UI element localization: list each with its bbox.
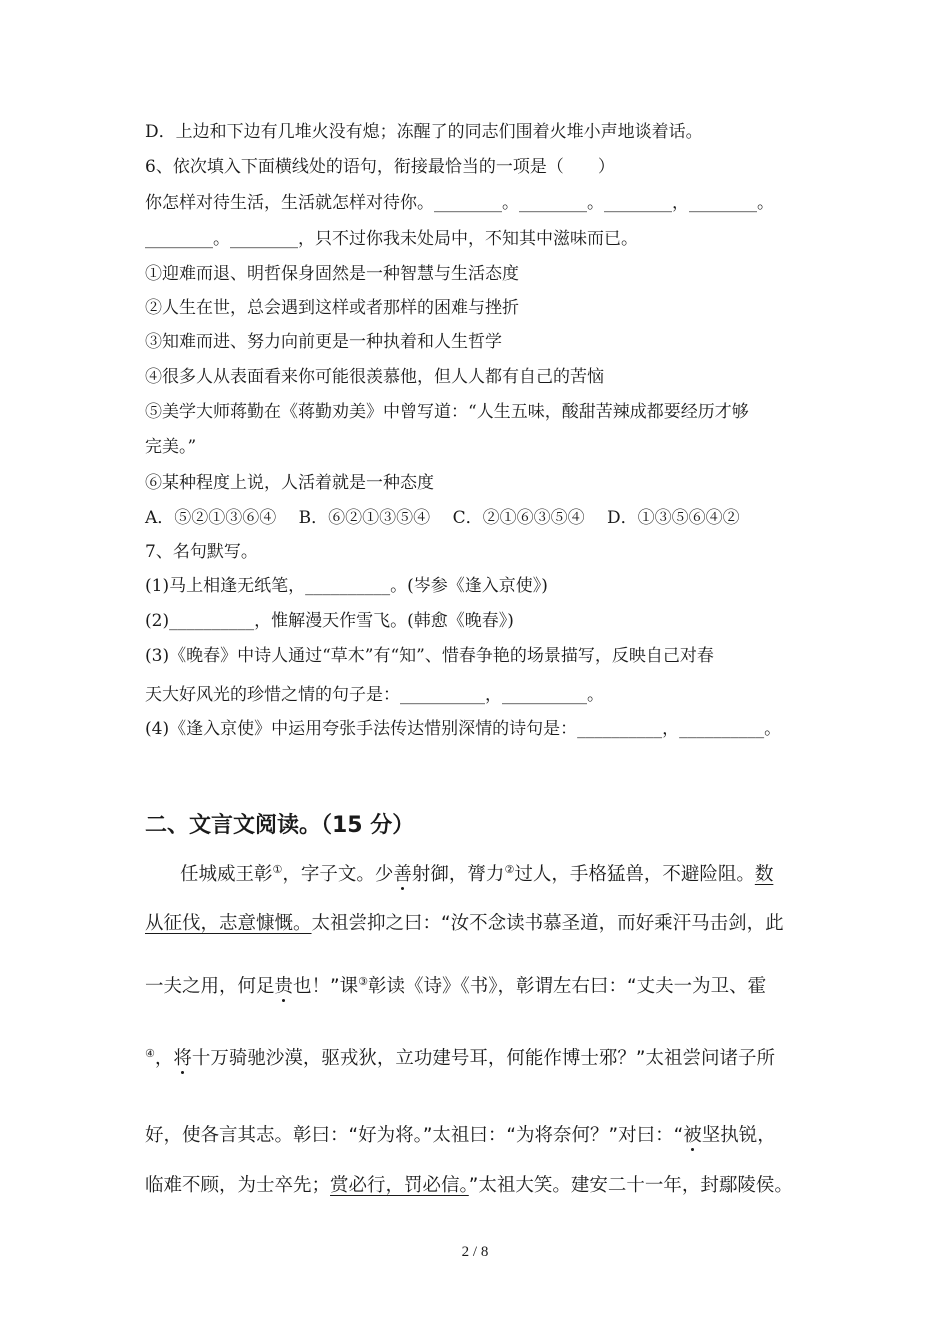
q6-passage-line2: ________。________，只不过你我未处局中，不知其中滋味而已。 <box>145 229 638 249</box>
text-run: 坚执锐， <box>701 1125 776 1146</box>
text-run: 也！”课 <box>293 976 359 997</box>
emphasis-dot-char: 将 <box>173 1048 192 1069</box>
q7-item-1: (1)马上相逢无纸笔，__________。(岑参《逢入京使》) <box>145 576 548 596</box>
q6-item-5: ⑤美学大师蒋勤在《蒋勤劝美》中曾写道：“人生五味，酸甜苦辣成都要经历才够 <box>145 402 749 422</box>
emphasis-dot-char: 被 <box>683 1125 702 1146</box>
underlined-text: 赏必行，罚必信。 <box>330 1175 469 1196</box>
classical-line-1 <box>180 862 773 888</box>
text-run: ， <box>154 1048 174 1069</box>
text-run: 太祖尝抑之曰：“汝不念读书慕圣道，而好乘汗马击剑，此 <box>311 913 784 934</box>
q7-item-3-cont: 天大好风光的珍惜之情的句子是：__________，__________。 <box>145 685 604 705</box>
q6-stem: 6、依次填入下面横线处的语句，衔接最恰当的一项是（ ） <box>145 157 615 177</box>
q7-stem: 7、名句默写。 <box>145 542 258 562</box>
q6-item-1: ①迎难而退、明哲保身固然是一种智慧与生活态度 <box>145 264 519 284</box>
underlined-text: 从征伐，志意慷慨。 <box>145 913 312 934</box>
q6-passage-line1: 你怎样对待生活，生活就怎样对待你。________。________。________，________。 <box>145 193 774 213</box>
q7-item-3: (3)《晚春》中诗人通过“草木”有“知”、惜春争艳的场景描写，反映自己对春 <box>145 646 714 666</box>
text-run: ，字子文。少 <box>282 864 394 885</box>
text-run: 射御，膂力 <box>411 864 505 885</box>
text-run: 一夫之用，何足 <box>145 976 275 997</box>
q7-item-4: (4)《逢入京使》中运用夸张手法传达惜别深情的诗句是：__________，__________。 <box>145 719 782 739</box>
classical-line-4 <box>145 1046 775 1072</box>
text-run: 临难不顾，为士卒先； <box>145 1175 331 1196</box>
classical-line-5 <box>145 1123 776 1149</box>
text-run: ”太祖大笑。建安二十一年，封鄢陵侯。 <box>468 1175 793 1196</box>
underlined-text: 数 <box>754 864 774 885</box>
q6-item-4: ④很多人从表面看来你可能很羡慕他，但人人都有自己的苦恼 <box>145 367 604 387</box>
classical-line-2 <box>145 911 784 937</box>
emphasis-dot-char: 善 <box>393 864 412 885</box>
text-run: 十万骑驰沙漠，驱戎狄，立功建号耳，何能作博士邪？”太祖尝问诸子所 <box>191 1048 775 1069</box>
footnote-marker-4: ④ <box>145 1046 155 1060</box>
q6-item-3: ③知难而进、努力向前更是一种执着和人生哲学 <box>145 332 502 352</box>
section-heading: 二、文言文阅读。（15 分） <box>145 813 415 838</box>
footnote-marker-1: ① <box>272 862 283 876</box>
emphasis-dot-char: 贵 <box>274 976 294 997</box>
footnote-marker-3: ③ <box>358 974 368 988</box>
q6-item-5-cont: 完美。” <box>145 437 197 457</box>
text-run: 好，使各言其志。彰曰：“好为将。”太祖曰：“为将奈何？”对曰：“ <box>145 1125 684 1146</box>
text-run: 彰读《诗》《书》，彰谓左右曰：“丈夫一为卫、霍 <box>368 976 767 997</box>
q5-option-d: D．上边和下边有几堆火没有熄；冻醒了的同志们围着火堆小声地谈着话。 <box>145 122 703 142</box>
footnote-marker-2: ② <box>504 862 515 876</box>
page-number: 2 / 8 <box>461 1244 489 1260</box>
q6-item-2: ②人生在世，总会遇到这样或者那样的困难与挫折 <box>145 298 519 318</box>
classical-line-6 <box>145 1173 793 1199</box>
text-run: 过人，手格猛兽，不避险阻。 <box>514 864 755 885</box>
text-run: 任城威王彰 <box>180 864 273 885</box>
classical-line-3 <box>145 974 766 1000</box>
q7-item-2: (2)__________，惟解漫天作雪飞。(韩愈《晚春》) <box>145 611 514 631</box>
q6-choices: A．⑤②①③⑥④ B．⑥②①③⑤④ C．②①⑥③⑤④ D．①③⑤⑥④② <box>145 508 740 528</box>
q6-item-6: ⑥某种程度上说，人活着就是一种态度 <box>145 473 434 493</box>
